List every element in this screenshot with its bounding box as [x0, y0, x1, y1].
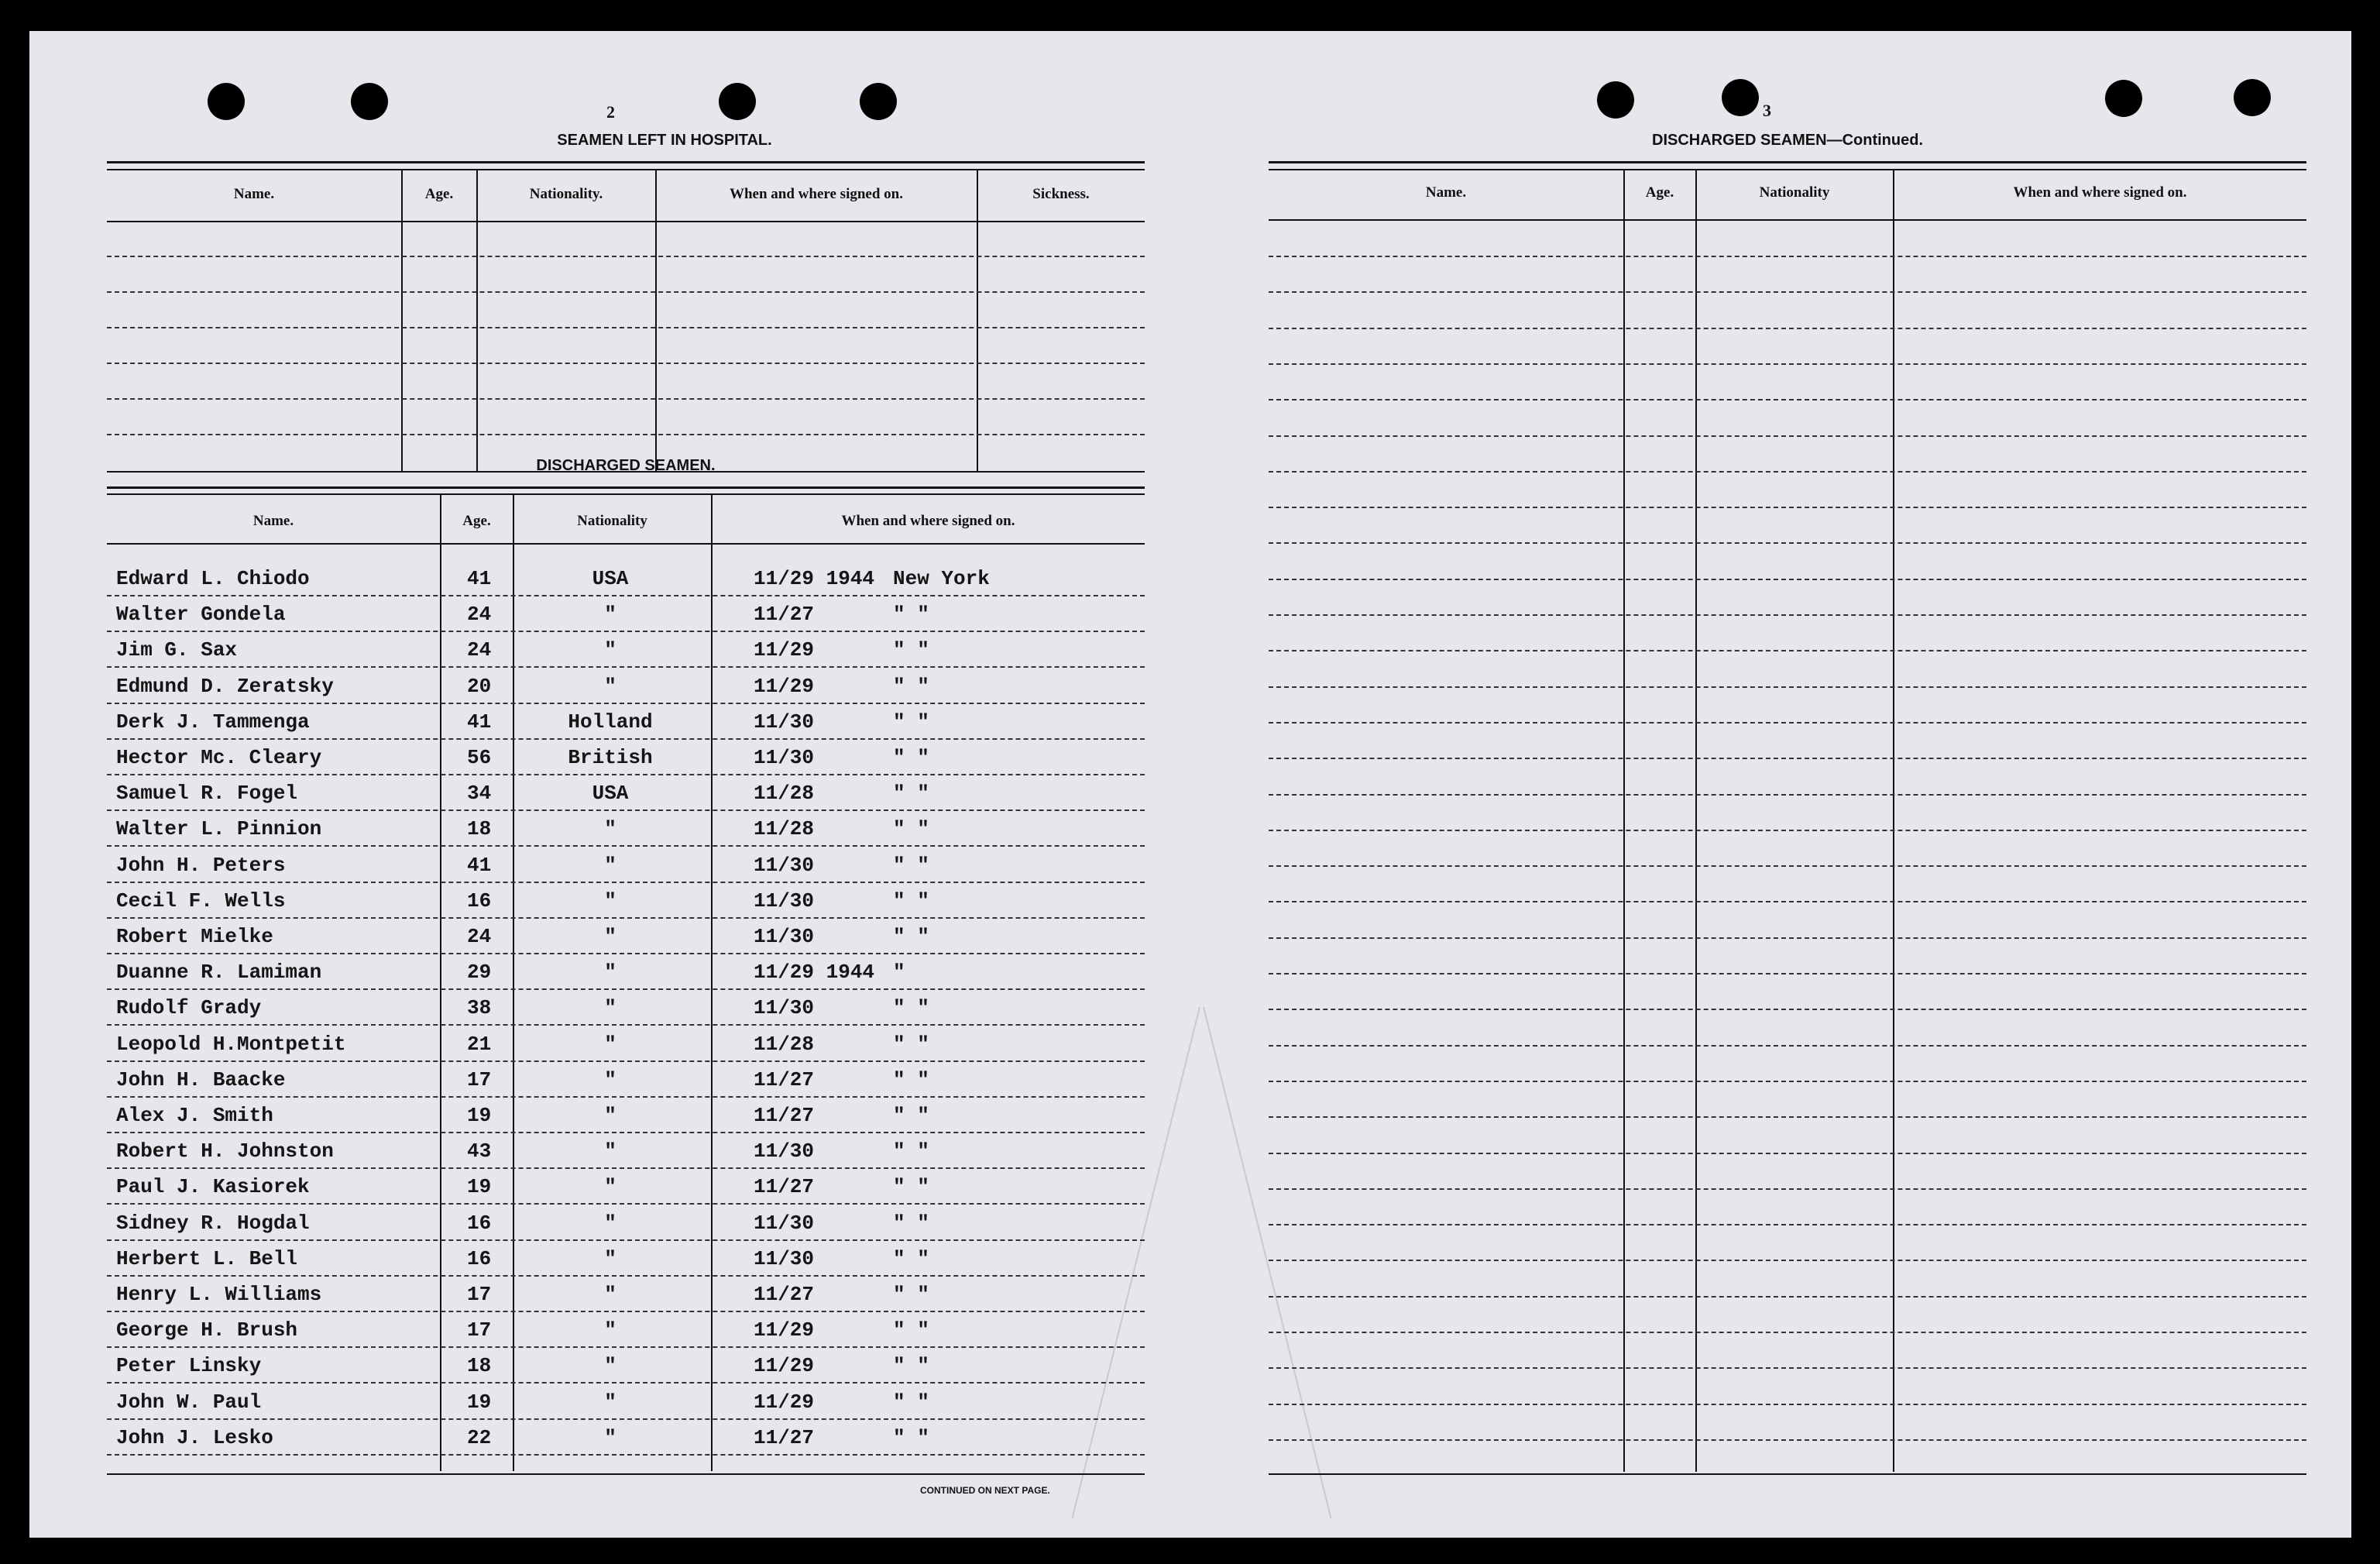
signed-on-date: 11/30 — [754, 710, 815, 734]
continued-footer: CONTINUED ON NEXT PAGE. — [920, 1485, 1050, 1496]
right-bottom-rule — [1269, 1473, 2306, 1475]
ruled-line — [107, 988, 1145, 990]
seaman-nationality: " — [604, 1390, 616, 1414]
seaman-name: Herbert L. Bell — [116, 1246, 298, 1270]
seaman-age: 16 — [467, 889, 492, 913]
ruled-line — [107, 1203, 1145, 1205]
seaman-nationality: Holland — [568, 710, 653, 734]
punch-hole — [2234, 79, 2271, 116]
signed-on-place: " " — [893, 1425, 929, 1449]
signed-on-place: " " — [893, 1354, 929, 1378]
ruled-line — [1269, 363, 2306, 365]
seaman-name: Leopold H.Montpetit — [116, 1032, 346, 1056]
ruled-line — [1269, 507, 2306, 508]
table-row — [29, 1318, 1145, 1349]
page-number-right: 3 — [1763, 101, 1771, 120]
signed-on-place: " " — [893, 674, 929, 698]
ruled-line — [107, 631, 1145, 632]
ruled-line — [107, 1132, 1145, 1133]
seaman-name: Alex J. Smith — [116, 1104, 273, 1127]
seaman-age: 16 — [467, 1211, 492, 1235]
ruled-line — [107, 1275, 1145, 1277]
seaman-name: John J. Lesko — [116, 1425, 273, 1449]
signed-on-date: 11/27 — [754, 1425, 815, 1449]
signed-on-place: " " — [893, 1032, 929, 1056]
seaman-nationality: USA — [592, 567, 629, 590]
seaman-name: Walter L. Pinnion — [116, 817, 322, 841]
document-sheet — [29, 31, 2351, 1538]
ruled-line — [1269, 1009, 2306, 1010]
right-header-signed-on: When and where signed on. — [2013, 184, 2187, 201]
signed-on-place: " " — [893, 782, 929, 806]
punch-hole — [351, 83, 388, 120]
seaman-name: Paul J. Kasiorek — [116, 1175, 310, 1199]
seaman-age: 21 — [467, 1032, 492, 1056]
signed-on-place: " " — [893, 1175, 929, 1199]
ruled-line — [107, 363, 1145, 364]
ruled-line — [1269, 1296, 2306, 1298]
right-table-top-rule — [1269, 161, 2306, 163]
seaman-nationality: " — [604, 1246, 616, 1270]
seaman-age: 19 — [467, 1175, 492, 1199]
seaman-name: Edmund D. Zeratsky — [116, 674, 334, 698]
seaman-name: John H. Baacke — [116, 1067, 286, 1091]
punch-hole — [860, 83, 897, 120]
seaman-name: Walter Gondela — [116, 603, 286, 627]
ruled-line — [1269, 1332, 2306, 1333]
signed-on-place: " " — [893, 1318, 929, 1342]
ruled-line — [1269, 901, 2306, 902]
discharged-header-nationality: Nationality — [577, 513, 647, 529]
ruled-line — [107, 809, 1145, 811]
ruled-line — [107, 738, 1145, 740]
column-divider — [476, 170, 478, 473]
ruled-line — [1269, 1367, 2306, 1369]
seaman-nationality: " — [604, 1283, 616, 1306]
discharged-header-rule — [107, 543, 1145, 545]
signed-on-place: " " — [893, 1067, 929, 1091]
hospital-section-title: SEAMEN LEFT IN HOSPITAL. — [557, 132, 772, 149]
seaman-nationality: " — [604, 1104, 616, 1127]
seaman-age: 38 — [467, 996, 492, 1020]
ruled-line — [107, 1418, 1145, 1420]
right-header-age: Age. — [1645, 184, 1674, 201]
ruled-line — [1269, 1260, 2306, 1261]
hospital-table-top-rule — [107, 169, 1145, 170]
punch-hole — [208, 83, 245, 120]
ruled-line — [107, 595, 1145, 596]
discharged-header-signed-on: When and where signed on. — [841, 513, 1015, 529]
seaman-nationality: " — [604, 1032, 616, 1056]
ruled-line — [107, 953, 1145, 954]
seaman-age: 17 — [467, 1318, 492, 1342]
seaman-name: John W. Paul — [116, 1390, 262, 1414]
signed-on-place: " " — [893, 1104, 929, 1127]
signed-on-date: 11/28 — [754, 782, 815, 806]
signed-on-place: " " — [893, 638, 929, 662]
table-row — [29, 675, 1145, 706]
ruled-line — [1269, 328, 2306, 329]
seaman-nationality: " — [604, 996, 616, 1020]
ruled-line — [107, 703, 1145, 704]
signed-on-date: 11/29 — [754, 1318, 815, 1342]
seaman-age: 43 — [467, 1139, 492, 1164]
column-divider — [1623, 170, 1625, 1472]
seaman-nationality: " — [604, 603, 616, 627]
seaman-age: 41 — [467, 567, 492, 590]
seaman-name: Henry L. Williams — [116, 1283, 322, 1306]
signed-on-date: 11/27 — [754, 1175, 815, 1199]
punch-hole — [2105, 80, 2142, 117]
ruled-line — [107, 434, 1145, 435]
seaman-nationality: " — [604, 1425, 616, 1449]
column-divider — [655, 170, 657, 473]
ruled-line — [1269, 256, 2306, 257]
hospital-header-name: Name. — [233, 186, 275, 202]
ruled-line — [1269, 937, 2306, 939]
signed-on-place: " " — [893, 1139, 929, 1164]
seaman-nationality: " — [604, 853, 616, 877]
seaman-nationality: USA — [592, 782, 629, 806]
ruled-line — [1269, 1045, 2306, 1047]
ruled-line — [1269, 973, 2306, 974]
seaman-age: 24 — [467, 638, 492, 662]
seaman-age: 17 — [467, 1283, 492, 1306]
discharged-table-top-rule — [107, 486, 1145, 489]
signed-on-date: 11/28 — [754, 817, 815, 841]
seaman-name: Samuel R. Fogel — [116, 782, 298, 806]
seaman-age: 20 — [467, 674, 492, 698]
seaman-name: Duanne R. Lamiman — [116, 961, 322, 985]
signed-on-date: 11/29 1944 — [754, 567, 875, 590]
discharged-header-age: Age. — [462, 513, 491, 529]
ruled-line — [1269, 794, 2306, 796]
signed-on-place: " " — [893, 1211, 929, 1235]
signed-on-place: " " — [893, 1283, 929, 1306]
seaman-age: 41 — [467, 853, 492, 877]
ruled-line — [107, 1382, 1145, 1384]
signed-on-place: " " — [893, 1390, 929, 1414]
signed-on-date: 11/29 — [754, 1390, 815, 1414]
signed-on-date: 11/29 1944 — [754, 961, 875, 985]
signed-on-date: 11/30 — [754, 889, 815, 913]
table-row — [29, 638, 1145, 669]
signed-on-date: 11/28 — [754, 1032, 815, 1056]
table-row — [29, 746, 1145, 777]
ruled-line — [1269, 614, 2306, 616]
ruled-line — [107, 1346, 1145, 1348]
signed-on-date: 11/30 — [754, 746, 815, 769]
hospital-table-top-rule — [107, 161, 1145, 163]
signed-on-place: " " — [893, 925, 929, 948]
ruled-line — [107, 774, 1145, 775]
signed-on-place: " " — [893, 996, 929, 1020]
seaman-name: Edward L. Chiodo — [116, 567, 310, 590]
table-row — [29, 567, 1145, 598]
signed-on-place: " — [893, 961, 905, 985]
signed-on-date: 11/30 — [754, 996, 815, 1020]
ruled-line — [1269, 865, 2306, 867]
signed-on-date: 11/29 — [754, 638, 815, 662]
table-row — [29, 817, 1145, 848]
table-row — [29, 710, 1145, 741]
seaman-nationality: British — [568, 746, 653, 769]
ruled-line — [107, 917, 1145, 919]
seaman-name: Derk J. Tammenga — [116, 710, 310, 734]
ruled-line — [1269, 542, 2306, 544]
seaman-age: 18 — [467, 817, 492, 841]
column-divider — [401, 170, 403, 473]
seaman-nationality: " — [604, 674, 616, 698]
column-divider — [1893, 170, 1894, 1472]
table-row — [29, 782, 1145, 813]
ruled-line — [1269, 291, 2306, 293]
seaman-nationality: " — [604, 1175, 616, 1199]
seaman-name: Sidney R. Hogdal — [116, 1211, 310, 1235]
seaman-name: Cecil F. Wells — [116, 889, 286, 913]
ruled-line — [107, 1060, 1145, 1062]
seaman-nationality: " — [604, 889, 616, 913]
seaman-name: Robert Mielke — [116, 925, 273, 948]
ruled-line — [1269, 1153, 2306, 1154]
seaman-age: 22 — [467, 1425, 492, 1449]
signed-on-date: 11/29 — [754, 674, 815, 698]
ruled-line — [107, 666, 1145, 668]
seaman-age: 24 — [467, 925, 492, 948]
signed-on-date: 11/27 — [754, 1104, 815, 1127]
ruled-line — [107, 1239, 1145, 1241]
table-row — [29, 1068, 1145, 1099]
seaman-age: 17 — [467, 1067, 492, 1091]
seaman-age: 16 — [467, 1246, 492, 1270]
seaman-name: Hector Mc. Cleary — [116, 746, 322, 769]
ruled-line — [1269, 758, 2306, 759]
ruled-line — [1269, 471, 2306, 473]
table-row — [29, 603, 1145, 634]
ruled-line — [1269, 579, 2306, 580]
signed-on-place: " " — [893, 1246, 929, 1270]
seaman-nationality: " — [604, 1211, 616, 1235]
signed-on-place: " " — [893, 603, 929, 627]
table-row — [29, 1283, 1145, 1314]
seaman-age: 56 — [467, 746, 492, 769]
discharged-section-title: DISCHARGED SEAMEN. — [536, 457, 716, 474]
right-section-title: DISCHARGED SEAMEN—Continued. — [1652, 132, 1923, 149]
table-row — [29, 996, 1145, 1027]
seaman-age: 19 — [467, 1104, 492, 1127]
signed-on-date: 11/27 — [754, 1283, 815, 1306]
discharged-header-name: Name. — [252, 513, 294, 529]
signed-on-place: " " — [893, 853, 929, 877]
seaman-nationality: " — [604, 817, 616, 841]
column-divider — [1695, 170, 1697, 1472]
signed-on-place: " " — [893, 746, 929, 769]
table-row — [29, 1390, 1145, 1421]
signed-on-date: 11/27 — [754, 1067, 815, 1091]
ruled-line — [107, 845, 1145, 847]
seaman-nationality: " — [604, 1318, 616, 1342]
ruled-line — [1269, 686, 2306, 688]
seaman-name: Peter Linsky — [116, 1354, 262, 1378]
seaman-nationality: " — [604, 961, 616, 985]
hospital-header-signed-on: When and where signed on. — [729, 186, 903, 202]
right-header-name: Name. — [1425, 184, 1467, 201]
table-row — [29, 1247, 1145, 1278]
page-number-left: 2 — [606, 102, 615, 122]
seaman-name: Robert H. Johnston — [116, 1139, 334, 1164]
ruled-line — [1269, 1188, 2306, 1190]
fold-crease — [1203, 1007, 1331, 1518]
seaman-age: 18 — [467, 1354, 492, 1378]
ruled-line — [1269, 1081, 2306, 1082]
signed-on-date: 11/30 — [754, 1211, 815, 1235]
signed-on-place: " " — [893, 889, 929, 913]
ruled-line — [1269, 1224, 2306, 1225]
right-table-top-rule — [1269, 169, 2306, 170]
seaman-age: 29 — [467, 961, 492, 985]
table-row — [29, 1354, 1145, 1385]
ruled-line — [107, 291, 1145, 293]
signed-on-date: 11/30 — [754, 1246, 815, 1270]
signed-on-date: 11/30 — [754, 1139, 815, 1164]
ruled-line — [1269, 722, 2306, 724]
ruled-line — [107, 1096, 1145, 1098]
ruled-line — [107, 327, 1145, 328]
signed-on-date: 11/29 — [754, 1354, 815, 1378]
ruled-line — [1269, 650, 2306, 651]
table-row — [29, 1175, 1145, 1206]
hospital-header-rule — [107, 221, 1145, 222]
signed-on-date: 11/27 — [754, 603, 815, 627]
ruled-line — [107, 1024, 1145, 1026]
table-row — [29, 961, 1145, 992]
ruled-line — [107, 882, 1145, 883]
seaman-name: Rudolf Grady — [116, 996, 262, 1020]
seaman-nationality: " — [604, 638, 616, 662]
hospital-header-sickness: Sickness. — [1032, 186, 1090, 202]
ruled-line — [107, 256, 1145, 257]
seaman-nationality: " — [604, 1139, 616, 1164]
seaman-nationality: " — [604, 1067, 616, 1091]
signed-on-date: 11/30 — [754, 853, 815, 877]
punch-hole — [719, 83, 756, 120]
seaman-age: 24 — [467, 603, 492, 627]
discharged-table-top-rule — [107, 493, 1145, 495]
seaman-nationality: " — [604, 1354, 616, 1378]
ruled-line — [107, 398, 1145, 400]
ruled-line — [1269, 435, 2306, 437]
ruled-line — [1269, 1116, 2306, 1118]
table-row — [29, 1033, 1145, 1064]
table-row — [29, 1426, 1145, 1457]
ruled-line — [107, 1311, 1145, 1312]
seaman-name: John H. Peters — [116, 853, 286, 877]
ruled-line — [107, 1454, 1145, 1456]
hospital-header-age: Age. — [424, 186, 454, 202]
seaman-nationality: " — [604, 925, 616, 948]
table-row — [29, 1104, 1145, 1135]
ruled-line — [1269, 830, 2306, 831]
ruled-line — [1269, 399, 2306, 400]
seaman-age: 34 — [467, 782, 492, 806]
right-header-rule — [1269, 219, 2306, 221]
right-header-nationality: Nationality — [1759, 184, 1830, 201]
ruled-line — [107, 1167, 1145, 1169]
signed-on-place: New York — [893, 567, 990, 590]
punch-hole — [1597, 81, 1634, 119]
signed-on-place: " " — [893, 817, 929, 841]
column-divider — [977, 170, 978, 473]
seaman-name: George H. Brush — [116, 1318, 298, 1342]
table-row — [29, 889, 1145, 920]
seaman-age: 19 — [467, 1390, 492, 1414]
ruled-line — [1269, 1404, 2306, 1405]
punch-hole — [1722, 79, 1759, 116]
ruled-line — [1269, 1439, 2306, 1441]
table-row — [29, 925, 1145, 956]
signed-on-date: 11/30 — [754, 925, 815, 948]
table-row — [29, 1139, 1145, 1170]
hospital-header-nationality: Nationality. — [529, 186, 603, 202]
signed-on-place: " " — [893, 710, 929, 734]
table-row — [29, 1212, 1145, 1243]
table-row — [29, 854, 1145, 885]
discharged-bottom-rule — [107, 1473, 1145, 1475]
seaman-name: Jim G. Sax — [116, 638, 238, 662]
seaman-age: 41 — [467, 710, 492, 734]
